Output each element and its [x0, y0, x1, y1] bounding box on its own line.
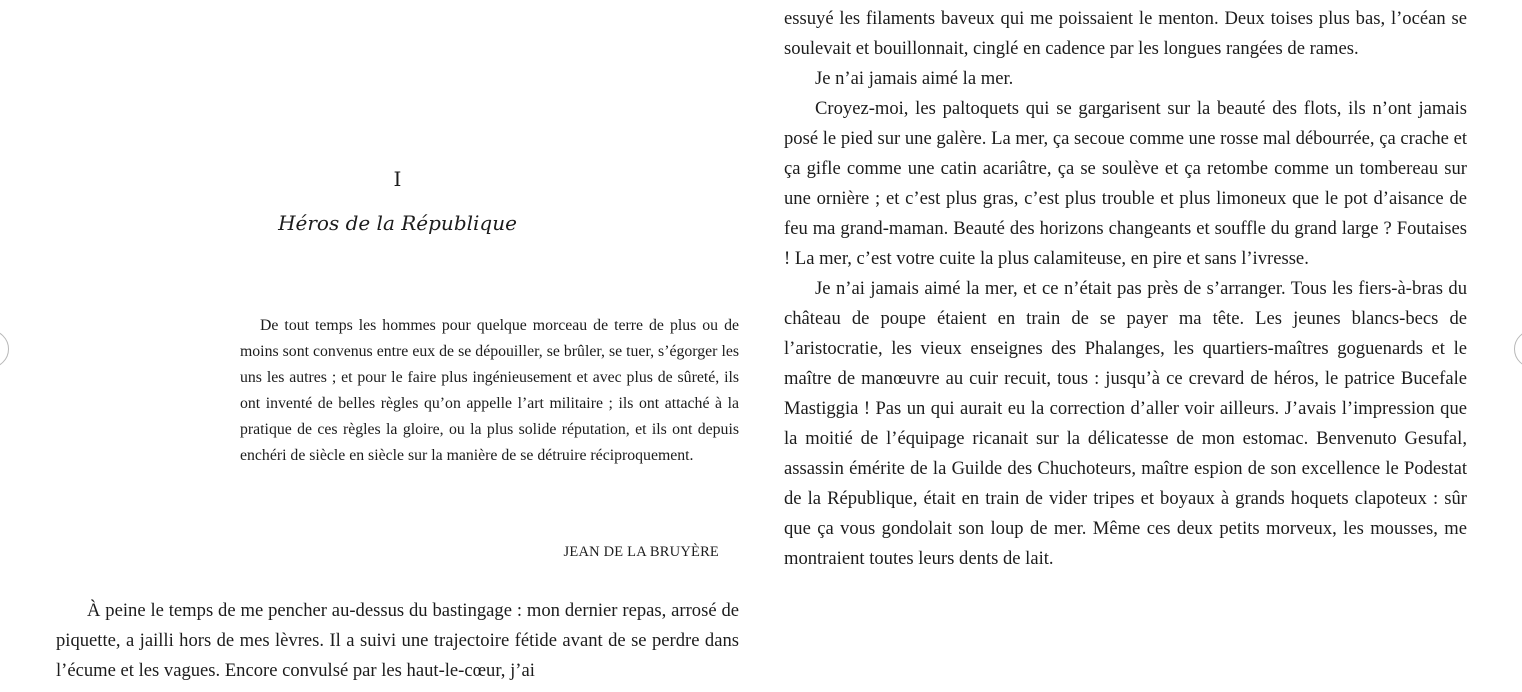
epigraph-author: JEAN DE LA BRUYÈRE — [563, 544, 719, 560]
paragraph: Je n’ai jamais aimé la mer. — [815, 68, 1014, 89]
left-body-text — [56, 596, 739, 686]
chapter-number: I — [393, 167, 402, 191]
right-page — [784, 4, 1467, 574]
paragraph: Croyez-moi, les paltoquets qui se gargarisent sur la beauté des flots, ils n’ont jamais posé le pied sur une galère. La mer, ça secoue comme une rosse mal débourrée, ça crache et ça gifle comme une catin acariâtre, ça se soulève et ça retombe comme un tombereau sur une ornière ; et c’est plus gras, c’est plus trouble et plus limoneux que le pot d’aisance de feu ma grand-maman. Beauté des horizons changeants et souffle du grand large ? Foutaises ! La mer, c’est votre cuite la plus calamiteuse, en pire et sans l’ivresse. — [784, 98, 1467, 269]
paragraph: Je n’ai jamais aimé la mer, et ce n’était pas près de s’arranger. Tous les fiers-à-bras du château de poupe étaient en train de se payer ma tête. Les jeunes blancs-becs de l’aristocratie, les vieux enseignes des Phalanges, les quartiers-maîtres goguenards et le maître de manœuvre au cuir recuit, tous : jusqu’à ce crevard de héros, le patrice Bucefale Mastiggia ! Pas un qui aurait eu la correction d’aller voir ailleurs. J’avais l’impression que la moitié de l’équipage ricanait sur la délicatesse de mon estomac. Benvenuto Gesufal, assassin émérite de la Guilde des Chuchoteurs, maître espion de son excellence le Podestat de la République, était en train de vider tripes et boyaux à grands hoquets clapoteux : sûr que ça vous gondolait son loup de mer. Même ces deux petits morveux, les mousses, me montraient toutes leurs dents de lait. — [784, 278, 1467, 569]
left-page — [56, 0, 739, 692]
next-page-button[interactable] — [1514, 330, 1522, 368]
paragraph: À peine le temps de me pencher au-dessus du bastingage : mon dernier repas, arrosé de piquette, a jailli hors de mes lèvres. Il a suivi une trajectoire fétide avant de se perdre dans l’écume et les vagues. Encore convulsé par les haut-le-cœur, j’ai — [56, 600, 739, 681]
previous-page-button[interactable] — [0, 330, 9, 368]
paragraph: essuyé les filaments baveux qui me poissaient le menton. Deux toises plus bas, l’océan se soulevait et bouillonnait, cinglé en cadence par les longues rangées de rames. — [784, 8, 1467, 59]
epigraph: De tout temps les hommes pour quelque morceau de terre de plus ou de moins sont convenus entre eux de se dépouiller, se brûler, se tuer, s’égorger les uns les autres ; et pour le faire plus ingénieusement et avec plus de sûreté, ils ont inventé de belles règles qu’on appelle l’art militaire ; ils ont attaché à la pratique de ces règles la gloire, ou la plus solide réputation, et ils ont depuis enchéri de siècle en siècle sur la manière de se détruire réciproquement. — [240, 317, 739, 464]
chapter-title: Héros de la République — [278, 211, 517, 235]
